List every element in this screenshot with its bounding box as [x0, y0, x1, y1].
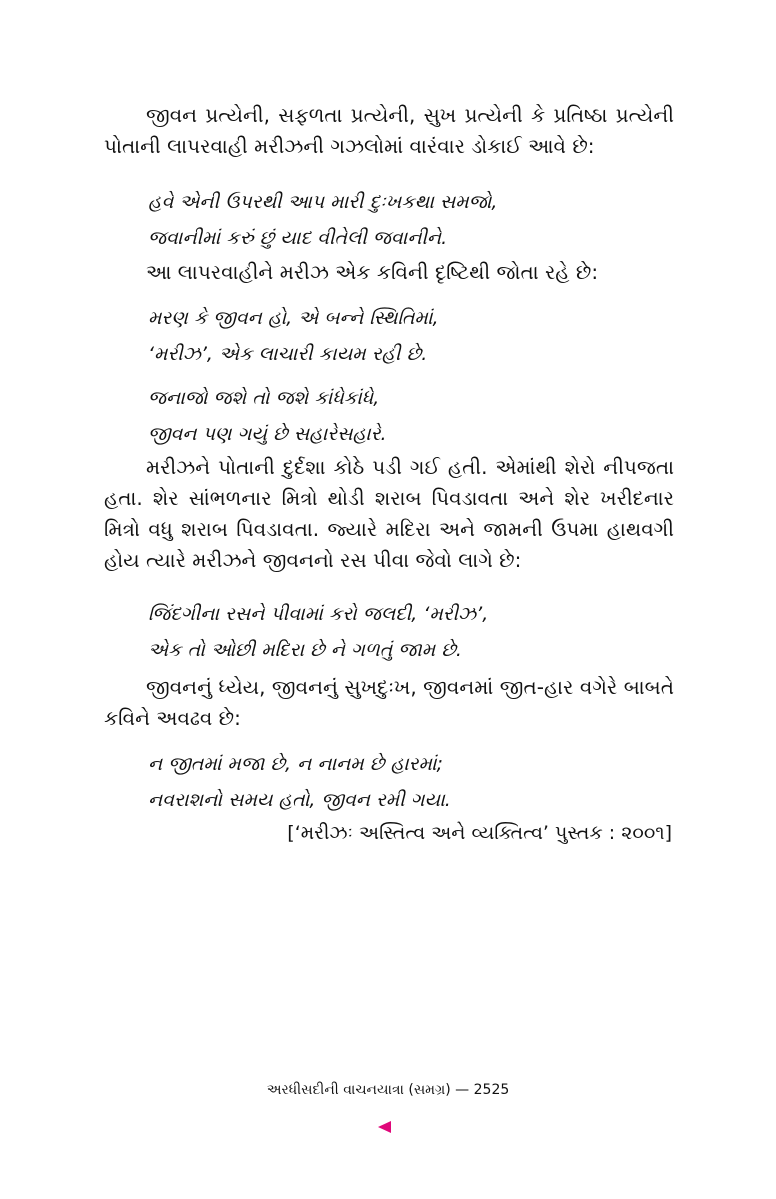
verse-line: જીવન પણ ગયું છે સહારેસહારે.	[148, 423, 387, 445]
verse-line: જનાજો જશે તો જશે કાંધેકાંધે,	[148, 387, 380, 409]
verse-couplet-5	[148, 746, 668, 818]
verse-line: જિંદગીના રસને પીવામાં કરો જલદી, ‘મરીઝ’,	[148, 603, 489, 625]
left-triangle-icon[interactable]	[378, 1121, 391, 1133]
verse-line: નવરાશનો સમય હતો, જીવન રમી ગયા.	[148, 789, 451, 811]
verse-line: જવાનીમાં કરું છું યાદ વીતેલી જવાનીને.	[148, 227, 448, 249]
source-citation: [‘મરીઝઃ અસ્તિત્વ અને વ્યક્તિત્વ’ પુસ્તક : ૨૦૦૧]	[287, 822, 672, 844]
page-footer: અરધીસદીની વાચનયાત્રા (સમગ્ર) — 2525	[266, 1082, 510, 1098]
verse-line: એક તો ઓછી મદિરા છે ને ગળતું જામ છે.	[148, 639, 462, 661]
verse-couplet-2	[148, 300, 668, 372]
paragraph-intro: જીવન પ્રત્યેની, સફળતા પ્રત્યેની, સુખ પ્રત્યેની કે પ્રતિષ્ઠા પ્રત્યેની પોતાની લાપરવાહી મરીઝની ગઝલોમાં વારંવાર ડોકાઈ આવે છે:	[104, 103, 674, 158]
paragraph-perspective: આ લાપરવાહીને મરીઝ એક કવિની દૃષ્ટિથી જોતા રહે છે:	[146, 260, 599, 284]
verse-line: ન જીતમાં મજા છે, ન નાનમ છે હારમાં;	[148, 753, 443, 775]
verse-line: હવે એની ઉપરથી આપ મારી દુઃખકથા સમજો,	[148, 191, 498, 213]
paragraph-plight: મરીઝને પોતાની દુર્દશા કોઠે પડી ગઈ હતી. એમાંથી શેરો નીપજતા હતા. શેર સાંભળનાર મિત્રો થોડી શરાબ પિવડાવતા અને શેર ખરીદનાર મિત્રો વધુ શરાબ પિવડાવતા. જ્યારે મદિરા અને જામની ઉપમા હાથવગી હોય ત્યારે મરીઝને જીવનનો રસ પીવા જેવો લાગે છે:	[104, 455, 674, 572]
verse-line: ‘મરીઝ’, એક લાચારી કાયમ રહી છે.	[148, 343, 428, 365]
verse-line: મરણ કે જીવન હો, એ બન્ને સ્થિતિમાં,	[148, 307, 439, 329]
verse-couplet-3	[148, 380, 668, 452]
verse-couplet-4	[148, 596, 668, 668]
verse-couplet-1	[148, 184, 668, 256]
paragraph-dilemma: જીવનનું ધ્યેય, જીવનનું સુખદુઃખ, જીવનમાં જીત-હાર વગેરે બાબતે કવિને અવઢવ છે:	[104, 675, 674, 730]
